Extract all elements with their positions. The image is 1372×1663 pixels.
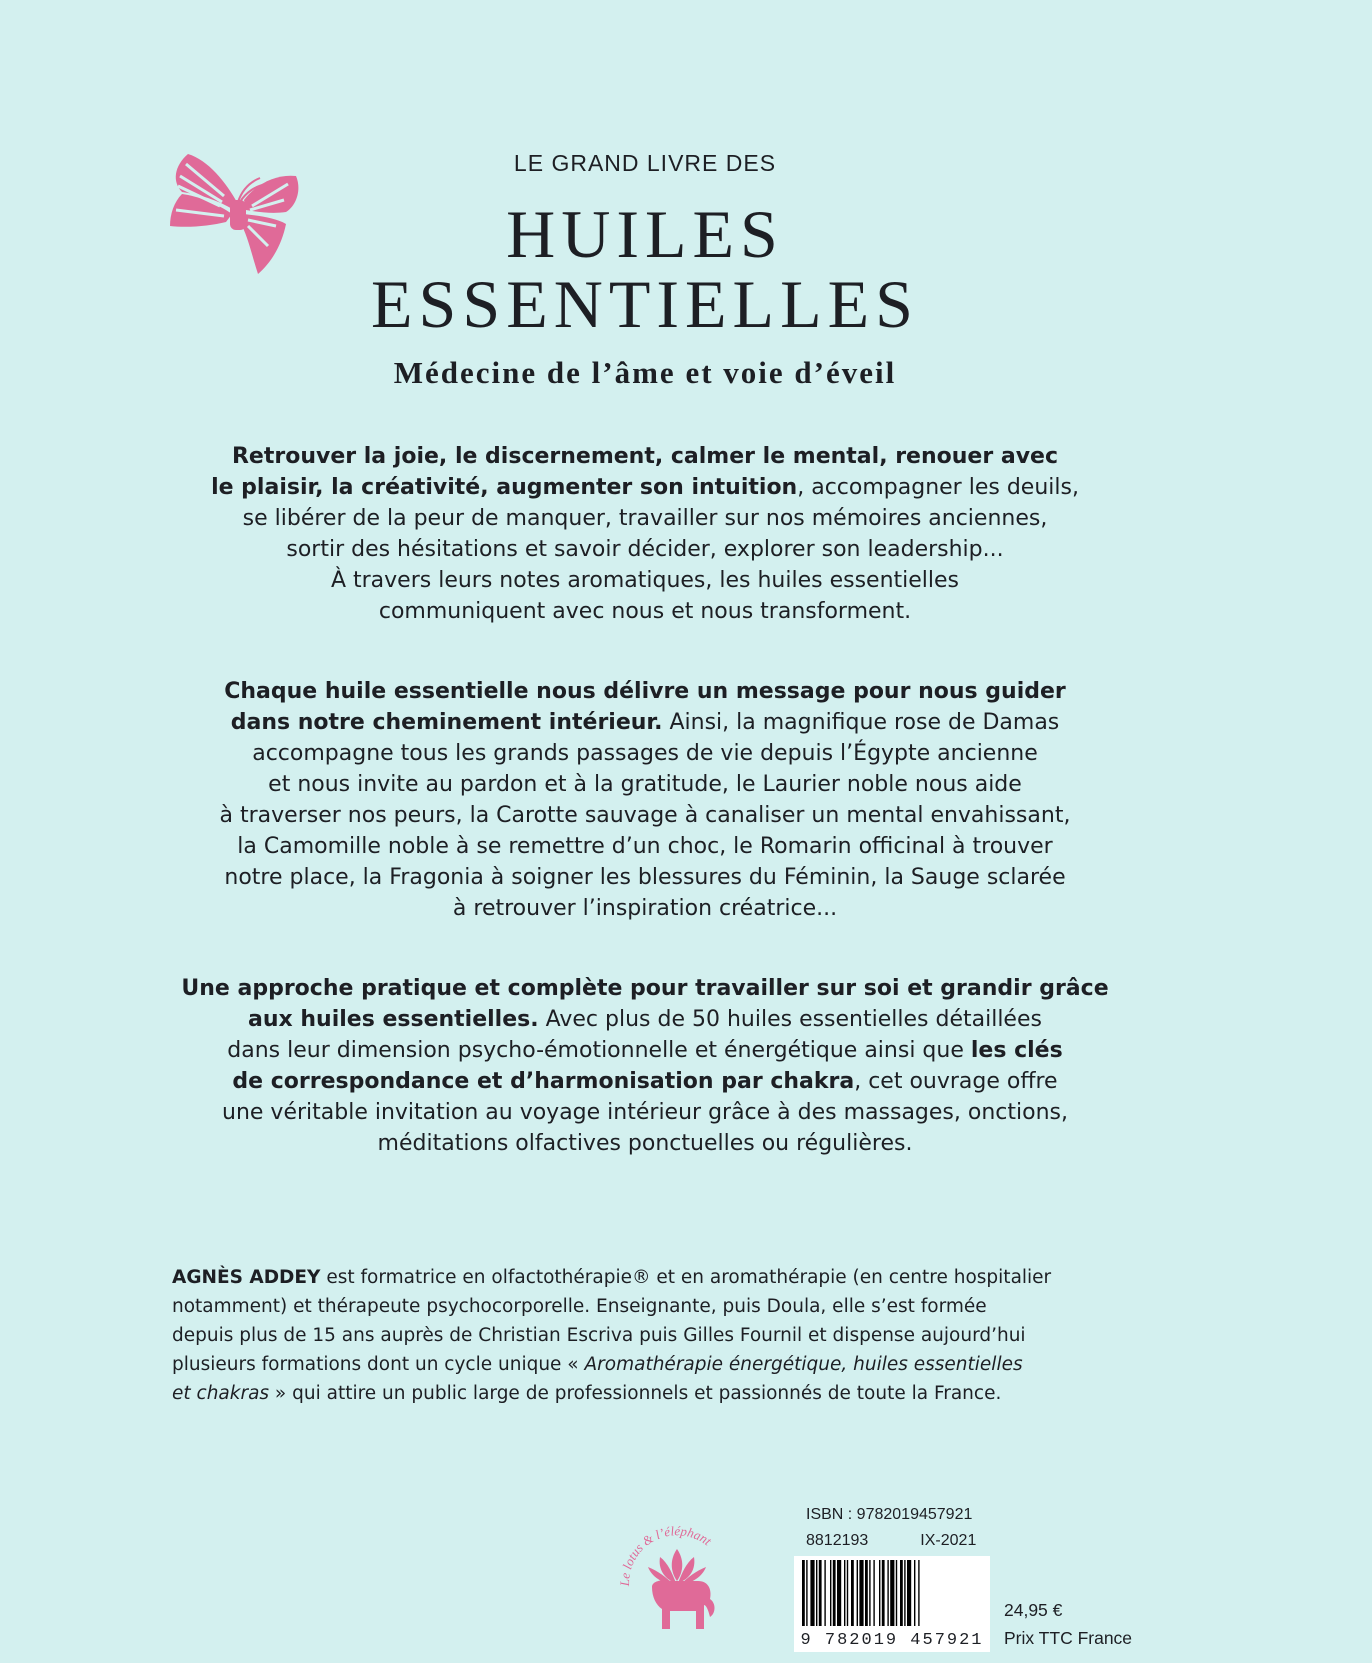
para1-line1: Retrouver la joie, le discernement, calmer le mental, renouer avec	[231, 444, 1058, 469]
para2-line6: la Camomille noble à se remettre d’un choc, le Romarin officinal à trouver	[237, 834, 1053, 859]
ref-number: 8812193	[806, 1532, 869, 1549]
intro-paragraph	[140, 441, 1150, 627]
bio-line2: notamment) et thérapeute psychocorporelle. Enseignante, puis Doula, elle s’est formée	[172, 1296, 987, 1317]
para3-line3-bold: les clés	[970, 1038, 1063, 1063]
para1-line4: sortir des hésitations et savoir décider, explorer son leadership...	[286, 537, 1004, 562]
title-prefix: LE GRAND LIVRE DES	[513, 150, 777, 176]
bio-line4: plusieurs formations dont un cycle unique «	[172, 1354, 585, 1375]
para3-line3: dans leur dimension psycho-émotionnelle et énergétique ainsi que	[227, 1038, 971, 1063]
para2-line1: Chaque huile essentielle nous délivre un message pour nous guider	[224, 679, 1066, 704]
bio-line5-italic: et chakras	[172, 1383, 270, 1404]
para3-line5: une véritable invitation au voyage intérieur grâce à des massages, onctions,	[222, 1100, 1068, 1125]
isbn: ISBN : 9782019457921	[806, 1506, 973, 1523]
isbn-block	[806, 1502, 976, 1554]
para2-line7: notre place, la Fragonia à soigner les blessures du Féminin, la Sauge sclarée	[224, 865, 1066, 890]
price-block	[1004, 1596, 1132, 1652]
para1-line2: , accompagner les deuils,	[797, 475, 1079, 500]
para2-line2-bold: dans notre cheminement intérieur.	[230, 710, 663, 735]
para1-line5: À travers leurs notes aromatiques, les huiles essentielles	[330, 568, 960, 593]
para2-line3: accompagne tous les grands passages de vie depuis l’Égypte ancienne	[252, 741, 1038, 766]
message-paragraph	[140, 676, 1150, 924]
barcode-digits: 9 782019 457921	[798, 1631, 986, 1650]
para3-line4: , cet ouvrage offre	[854, 1069, 1058, 1094]
para2-line5: à traverser nos peurs, la Carotte sauvage à canaliser un mental envahissant,	[219, 803, 1071, 828]
para2-line8: à retrouver l’inspiration créatrice...	[452, 896, 838, 921]
lotus-elephant-logo	[612, 1505, 742, 1645]
bio-line4-italic: Aromathérapie énergétique, huiles essentielles	[584, 1354, 1023, 1375]
para1-line6: communiquent avec nous et nous transforment.	[378, 599, 912, 624]
edition-code: IX-2021	[920, 1532, 977, 1549]
para2-line2: Ainsi, la magnifique rose de Damas	[662, 710, 1060, 735]
barcode	[794, 1556, 990, 1652]
price-note: Prix TTC France	[1004, 1628, 1133, 1648]
price: 24,95 €	[1004, 1600, 1063, 1620]
approach-paragraph	[140, 973, 1150, 1159]
barcode-bars	[800, 1560, 984, 1626]
publisher-logo-text: Le lotus & l’éléphant	[616, 1523, 715, 1587]
para3-line4-bold: de correspondance et d’harmonisation par chakra	[232, 1069, 855, 1094]
bio-line1: est formatrice en olfactothérapie® et en aromathérapie (en centre hospitalier	[320, 1267, 1052, 1288]
bio-line3: depuis plus de 15 ans auprès de Christian Escriva puis Gilles Fournil et dispense aujourd’hui	[172, 1325, 1026, 1346]
title-line-2: ESSENTIELLES	[371, 266, 919, 342]
para3-line2-bold: aux huiles essentielles.	[248, 1007, 539, 1032]
title-line-1: HUILES	[506, 196, 784, 272]
para2-line4: et nous invite au pardon et à la gratitude, le Laurier noble nous aide	[268, 772, 1022, 797]
para1-line2-bold: le plaisir, la créativité, augmenter son intuition	[211, 475, 798, 500]
bio-line5: » qui attire un public large de professionnels et passionnés de toute la France.	[269, 1383, 1002, 1404]
author-name: AGNÈS ADDEY	[172, 1267, 321, 1288]
para3-line2: Avec plus de 50 huiles essentielles détaillées	[538, 1007, 1042, 1032]
author-bio	[172, 1263, 1132, 1408]
subtitle: Médecine de l’âme et voie d’éveil	[393, 355, 897, 390]
para3-line1: Une approche pratique et complète pour travailler sur soi et grandir grâce	[181, 976, 1109, 1001]
para1-line3: se libérer de la peur de manquer, travailler sur nos mémoires anciennes,	[242, 506, 1048, 531]
para3-line6: méditations olfactives ponctuelles ou régulières.	[377, 1131, 913, 1156]
